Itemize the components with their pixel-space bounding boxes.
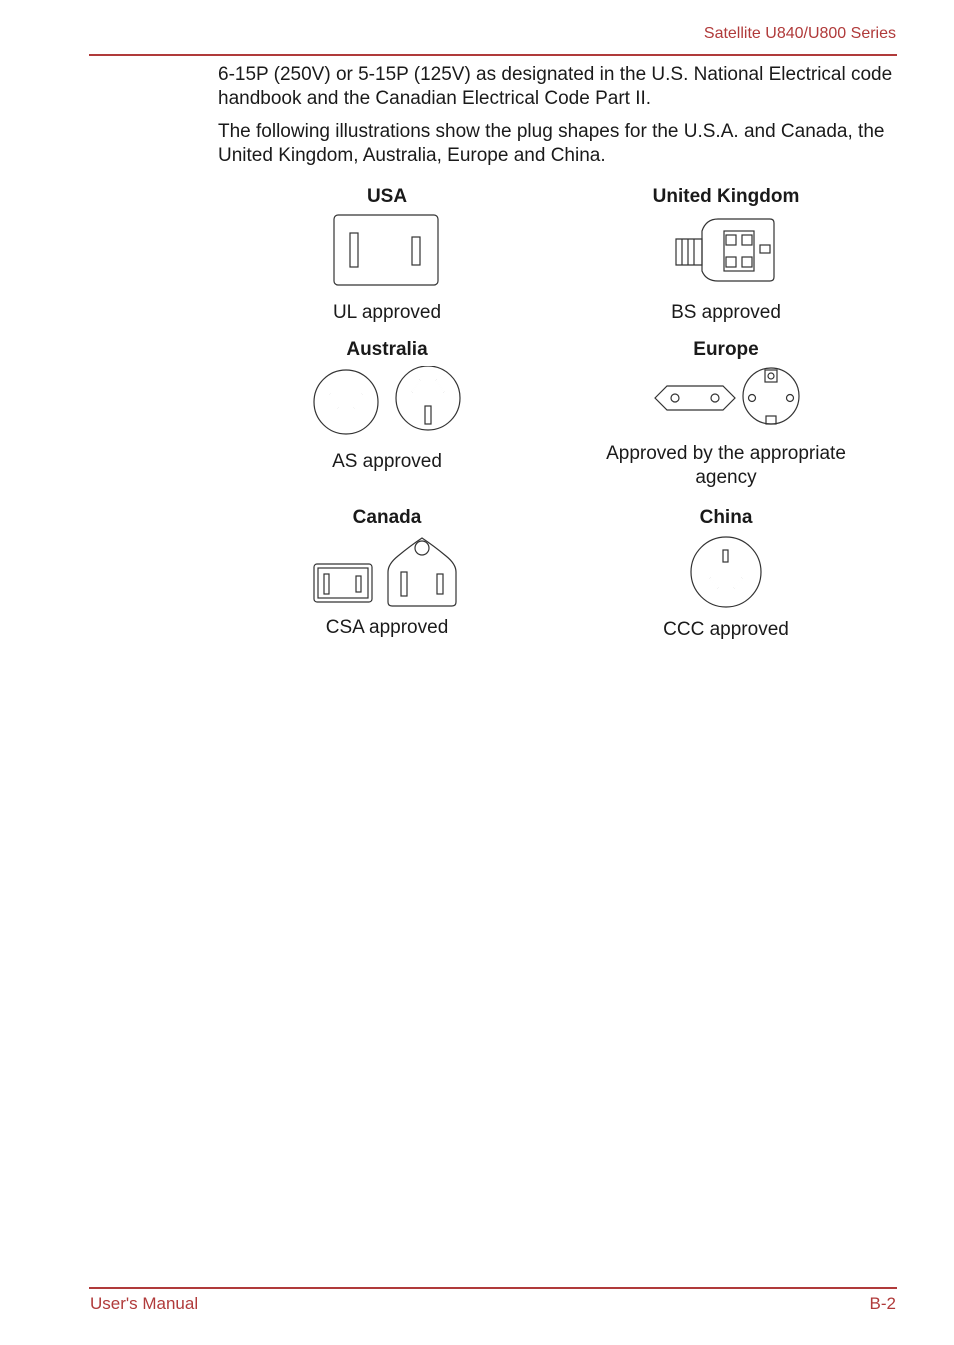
- page-number: B-2: [869, 1294, 896, 1313]
- footer-manual-title: User's Manual: [90, 1294, 199, 1313]
- plug-australia: [237, 338, 537, 474]
- plug-title: China: [699, 507, 753, 528]
- plug-title: United Kingdom: [652, 186, 800, 207]
- plug-title: Canada: [352, 507, 422, 528]
- china-plug-icon: [688, 534, 764, 610]
- plug-title: Europe: [693, 339, 759, 360]
- plug-uk: [576, 185, 876, 325]
- plug-caption: Approved by the appropriate agency: [606, 443, 846, 488]
- paragraph-plug-shapes: The following illustrations show the plug shapes for the U.S.A. and Canada, the United Kingdom, Australia, Europe and China.: [218, 121, 885, 166]
- plug-title: USA: [366, 186, 408, 207]
- header-rule: [89, 54, 897, 56]
- paragraph-electrical-code: 6-15P (250V) or 5-15P (125V) as designated in the U.S. National Electrical code handbook and the Canadian Electrical Code Part II.: [218, 64, 893, 109]
- plug-title: Australia: [346, 339, 428, 360]
- plug-china: [576, 506, 876, 642]
- plug-caption: BS approved: [671, 302, 781, 323]
- uk-plug-icon: [674, 213, 778, 289]
- europe-plug-icon: [651, 366, 801, 430]
- plug-caption: CCC approved: [663, 619, 789, 640]
- footer-rule: [89, 1287, 897, 1289]
- plug-caption: AS approved: [332, 451, 442, 472]
- canada-plug-icon: [312, 534, 462, 608]
- plug-europe: [576, 338, 876, 490]
- plug-caption: CSA approved: [325, 617, 449, 638]
- plug-usa: [237, 185, 537, 325]
- us-plug-icon: [332, 213, 442, 289]
- australia-plug-icon: [312, 366, 462, 438]
- running-header: Satellite U840/U800 Series: [703, 25, 896, 42]
- plug-canada: [237, 506, 537, 640]
- plug-caption: UL approved: [332, 302, 442, 323]
